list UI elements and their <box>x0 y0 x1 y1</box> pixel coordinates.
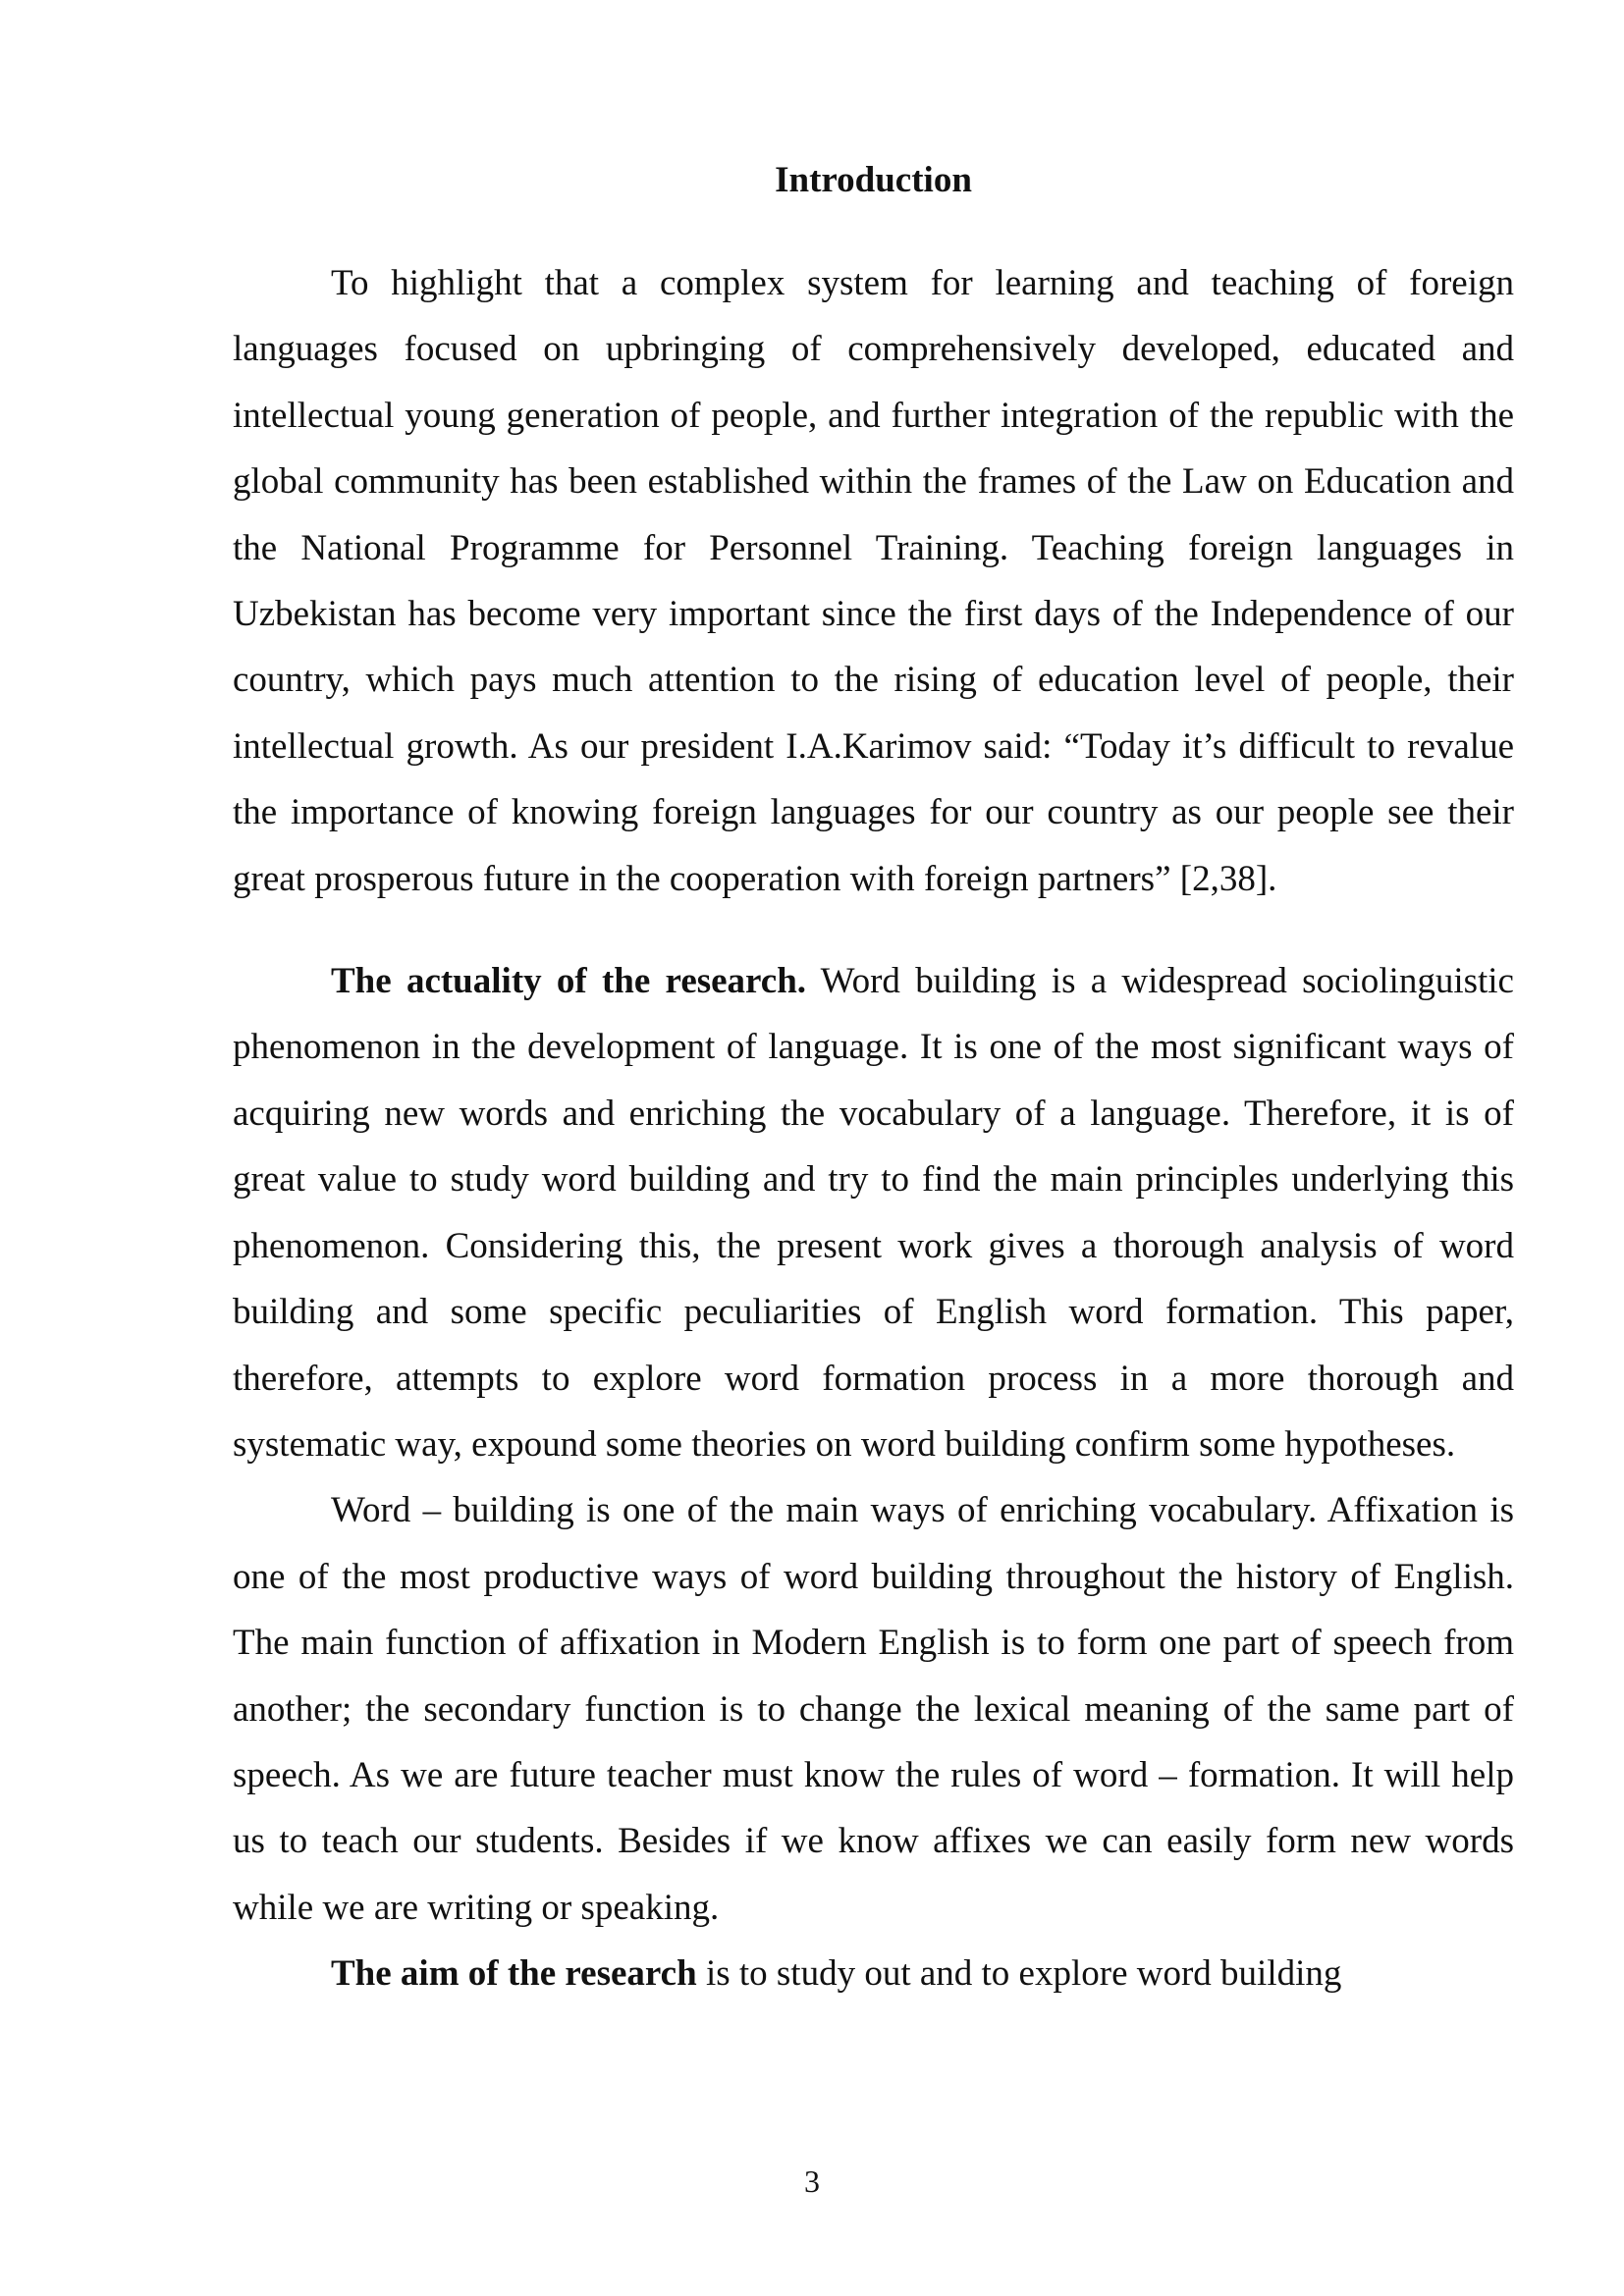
paragraph-lead-actuality: The actuality of the research. <box>331 961 807 1002</box>
page-title: Introduction <box>775 160 972 200</box>
paragraph-text: is to study out and to explore word building <box>696 1953 1342 1995</box>
paragraph-lead-aim: The aim of the research <box>331 1953 697 1995</box>
paragraph-aim <box>233 1941 1514 2006</box>
page-number: 3 <box>804 2163 820 2199</box>
paragraph-word-building <box>233 1477 1514 1941</box>
page-content <box>233 147 1514 2007</box>
paragraph-actuality <box>233 948 1514 1477</box>
paragraph-text: To highlight that a complex system for learning and teaching of foreign languages focused on upbringing of comprehensively developed, educated and intellectual young generation of people, and further integration of the republic with the global community has been established within the frames of the Law on Education and the National Programme for Personnel Training. Teaching foreign languages in Uzbekistan has become very important since the first days of the Independence of our country, which pays much attention to the rising of education level of people, their intellectual growth. As our president I.A.Karimov said: “Today it’s difficult to revalue the importance of knowing foreign languages for our country as our people see their great prosperous future in the cooperation with foreign partners” [2,38]. <box>233 263 1514 899</box>
paragraph-text: Word building is a widespread sociolinguistic phenomenon in the development of language. It is one of the most significant ways of acquiring new words and enriching the vocabulary of a language. Therefore, it is of great value to study word building and try to find the main principles underlying this phenomenon. Considering this, the present work gives a thorough analysis of word building and some specific peculiarities of English word formation. This paper, therefore, attempts to explore word formation process in a more thorough and systematic way, expound some theories on word building confirm some hypotheses. <box>233 961 1514 1465</box>
paragraph-introduction <box>233 250 1514 912</box>
paragraph-text: Word – building is one of the main ways of enriching vocabulary. Affixation is one of the most productive ways of word building throughout the history of English. The main function of affixation in Modern English is to form one part of speech from another; the secondary function is to change the lexical meaning of the same part of speech. As we are future teacher must know the rules of word – formation. It will help us to teach our students. Besides if we know affixes we can easily form new words while we are writing or speaking. <box>233 1490 1514 1928</box>
